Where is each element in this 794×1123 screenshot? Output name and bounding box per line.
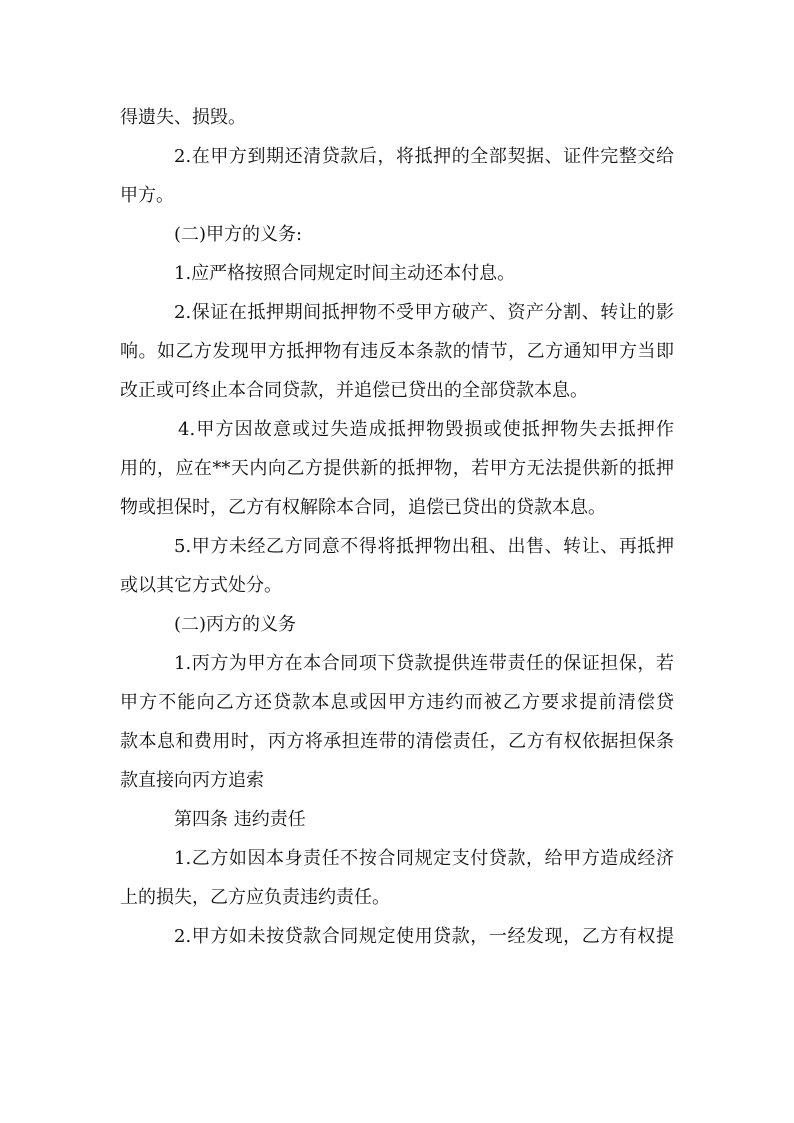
section-heading: (二)丙方的义务 [174, 614, 297, 635]
text-line: 响。如乙方发现甲方抵押物有违反本条款的情节，乙方通知甲方当即 [120, 341, 674, 362]
text-line: 款直接向丙方追索 [120, 770, 264, 791]
text-line: 款本息和费用时，丙方将承担连带的清偿责任，乙方有权依据担保条 [120, 731, 674, 752]
article-heading: 第四条 违约责任 [174, 809, 306, 830]
text-line: 甲方不能向乙方还贷款本息或因甲方违约而被乙方要求提前清偿贷 [120, 692, 674, 713]
document-body [120, 98, 674, 956]
clause-line: 1.乙方如因本身责任不按合同规定支付贷款，给甲方造成经济 [174, 848, 674, 869]
text-line: 甲方。 [120, 185, 174, 206]
clause-line: 1.应严格按照合同规定时间主动还本付息。 [174, 263, 516, 284]
section-heading: (二)甲方的义务: [174, 224, 303, 245]
text-line: 用的，应在**天内向乙方提供新的抵押物，若甲方无法提供新的抵押 [120, 458, 674, 479]
clause-line: 2.甲方如未按贷款合同规定使用贷款，一经发现，乙方有权提 [174, 926, 674, 947]
clause-line: 4.甲方因故意或过失造成抵押物毁损或使抵押物失去抵押作 [178, 419, 674, 440]
clause-line: 5.甲方未经乙方同意不得将抵押物出租、出售、转让、再抵押 [174, 536, 674, 557]
clause-line: 2.在甲方到期还清贷款后，将抵押的全部契据、证件完整交给 [174, 146, 674, 167]
text-line: 改正或可终止本合同贷款，并追偿已贷出的全部贷款本息。 [120, 380, 588, 401]
clause-line: 2.保证在抵押期间抵押物不受甲方破产、资产分割、转让的影 [174, 302, 674, 323]
text-line: 上的损失，乙方应负责违约责任。 [120, 887, 390, 908]
clause-line: 1.丙方为甲方在本合同项下贷款提供连带责任的保证担保，若 [174, 653, 674, 674]
text-line: 得遗失、损毁。 [120, 107, 246, 128]
text-line: 物或担保时，乙方有权解除本合同，追偿已贷出的贷款本息。 [120, 497, 606, 518]
text-line: 或以其它方式处分。 [120, 575, 282, 596]
